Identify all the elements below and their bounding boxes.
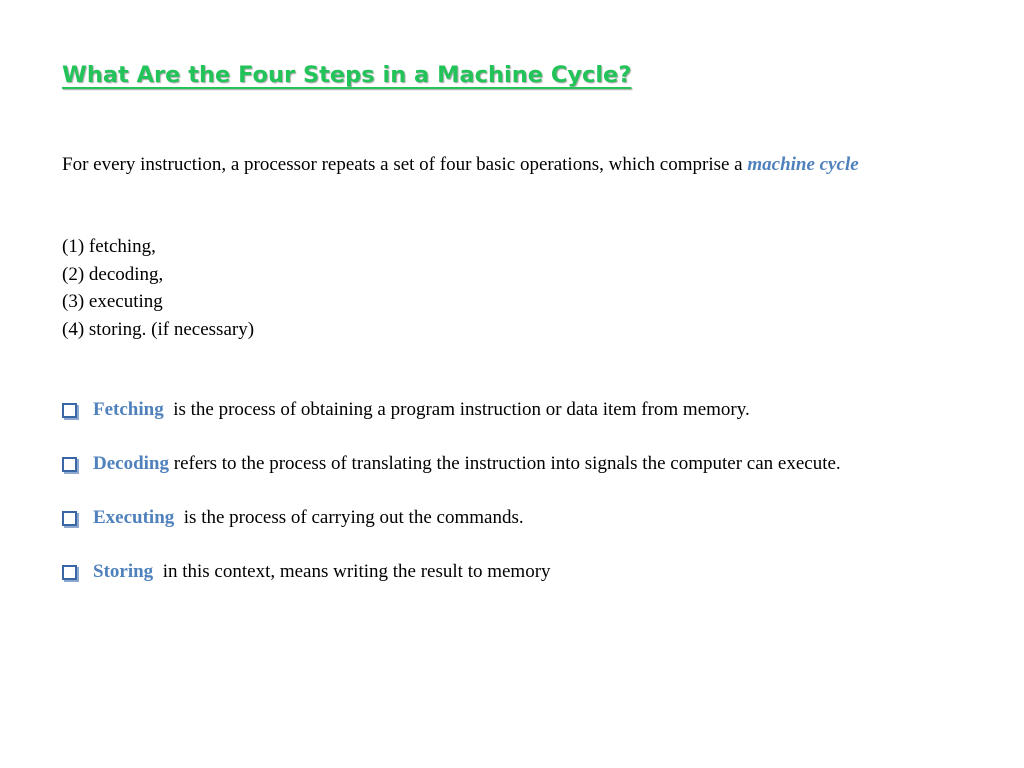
intro-paragraph [62, 151, 953, 179]
slide-title: What Are the Four Steps in a Machine Cycle? [62, 62, 632, 88]
definition-text: is the process of obtaining a program instruction or data item from memory. [173, 399, 750, 420]
step-item-decoding: (2) decoding, [62, 263, 164, 285]
definition-item-decoding [62, 450, 953, 478]
definition-term: Executing [93, 507, 175, 528]
step-item-fetching: (1) fetching, [62, 236, 156, 257]
definition-list [62, 396, 953, 612]
definition-item-storing [62, 558, 953, 586]
intro-text: For every instruction, a processor repeats a set of four basic operations, which comprise a [62, 154, 743, 175]
hollow-square-bullet-icon [62, 403, 77, 418]
intro-term-machine-cycle: machine cycle [747, 154, 859, 175]
definition-item-executing [62, 504, 953, 532]
hollow-square-bullet-icon [62, 565, 77, 580]
definition-term: Fetching [93, 399, 164, 420]
definition-term: Decoding [93, 453, 169, 474]
definition-item-fetching [62, 396, 953, 424]
hollow-square-bullet-icon [62, 511, 77, 526]
definition-text: refers to the process of translating the instruction into signals the computer can execute. [173, 453, 841, 474]
step-item-executing: (3) executing [62, 291, 163, 312]
definition-term: Storing [93, 561, 154, 582]
step-list [62, 233, 254, 343]
hollow-square-bullet-icon [62, 457, 77, 472]
definition-text: in this context, means writing the result to memory [162, 561, 551, 582]
definition-text: is the process of carrying out the commands. [183, 507, 524, 528]
step-item-storing: (4) storing. (if necessary) [62, 318, 255, 340]
